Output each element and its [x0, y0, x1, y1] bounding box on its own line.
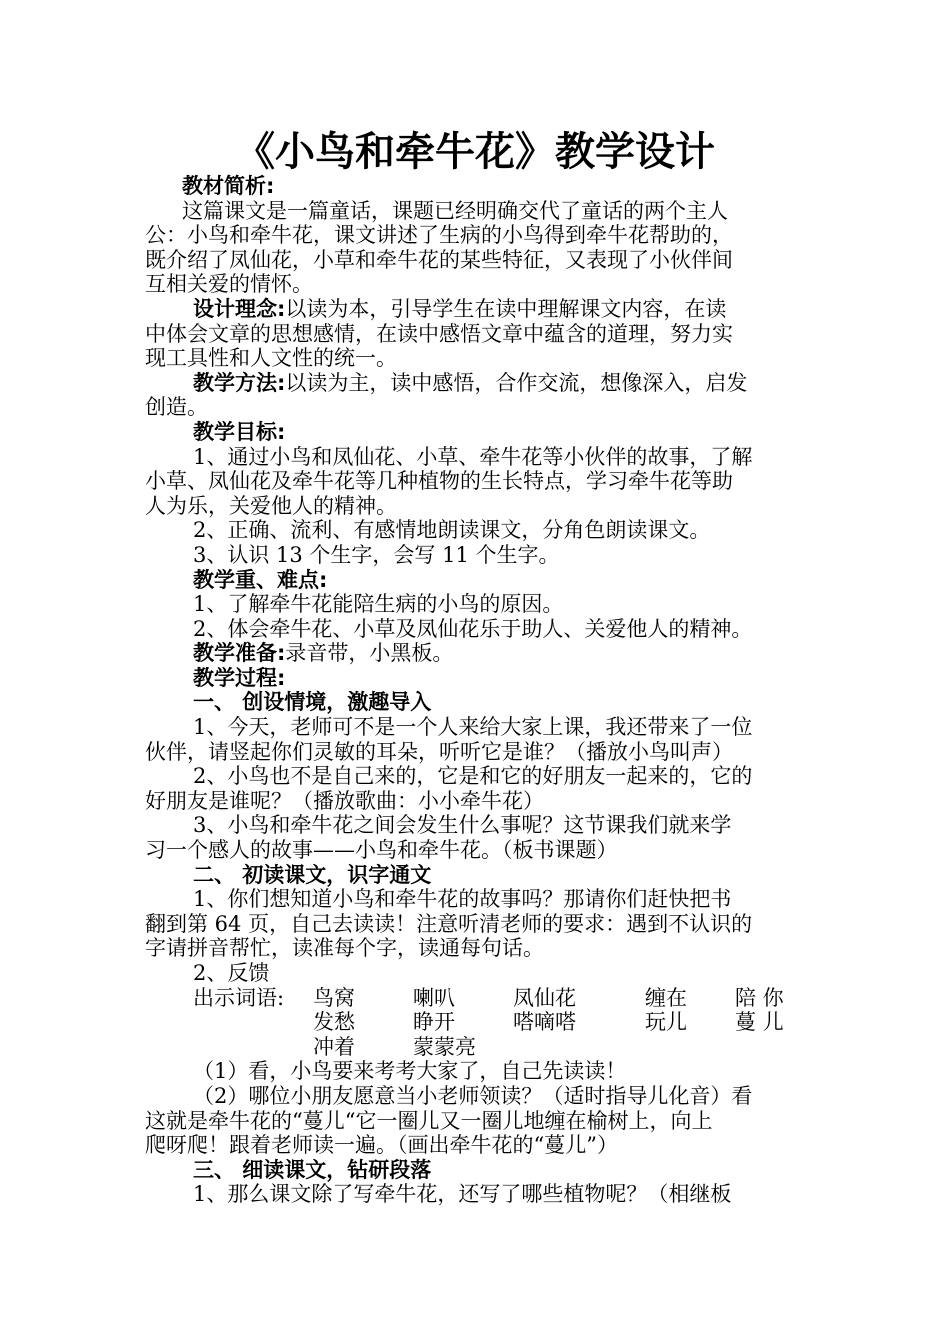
paragraph-line: 互相关爱的情怀。: [145, 272, 313, 297]
heading-key-points: 教学重、难点:: [193, 567, 328, 592]
word-item: 喇叭: [413, 985, 455, 1010]
paragraph-line: 2、反馈: [193, 961, 270, 985]
word-item: 玩儿: [645, 1010, 687, 1035]
document-title: 《小鸟和牵牛花》教学设计: [235, 129, 715, 175]
paragraph-line: 既介绍了凤仙花，小草和牵牛花的某些特征，又表现了小伙伴间: [145, 247, 733, 272]
paragraph-line: 爬呀爬！跟着老师读一遍。（画出牵牛花的“蔓儿”）: [145, 1133, 618, 1158]
paragraph-line: 翻到第 64 页，自己去读读！注意听清老师的要求：遇到不认识的: [145, 911, 753, 936]
section-heading-2: 二、 初读课文，识字通文: [193, 862, 432, 887]
paragraph-line: 3、小鸟和牵牛花之间会发生什么事呢？这节课我们就来学: [193, 813, 732, 838]
goal-item: 3、认识 13 个生字，会写 11 个生字。: [193, 542, 560, 567]
heading-textbook-analysis: 教材简析:: [182, 174, 275, 198]
heading-teaching-goals: 教学目标:: [193, 419, 286, 444]
word-list-label: 出示词语:: [193, 985, 285, 1010]
design-concept-line: 设计理念:以读为本，引导学生在读中理解课文内容，在读: [193, 296, 727, 321]
word-list-row: [145, 1035, 810, 1060]
paragraph-line: 这篇课文是一篇童话，课题已经明确交代了童话的两个主人: [182, 198, 728, 223]
paragraph-line: （1）看，小鸟要来考考大家了，自己先读读！: [193, 1059, 627, 1084]
word-item: 鸟窝: [313, 985, 355, 1010]
paragraph-line: 小草、凤仙花及牵牛花等几种植物的生长特点，学习牵牛花等助: [145, 469, 733, 494]
word-item: 缠在: [645, 985, 687, 1010]
section-heading-3: 三、 细读课文，钻研段落: [193, 1157, 432, 1182]
word-list-row: [145, 1010, 810, 1035]
key-point-item: 1、了解牵牛花能陪生病的小鸟的原因。: [193, 592, 564, 617]
word-item: 嗒嘀嗒: [513, 1010, 576, 1035]
paragraph-line: 公：小鸟和牵牛花，课文讲述了生病的小鸟得到牵牛花帮助的，: [145, 223, 733, 248]
paragraph-line: 1、那么课文除了写牵牛花，还写了哪些植物呢？（相继板: [193, 1182, 732, 1207]
word-item: 睁开: [413, 1010, 455, 1035]
paragraph-line: 这就是牵牛花的“蔓儿“它一圈儿又一圈儿地缠在榆树上，向上: [145, 1108, 713, 1133]
word-item: 发愁: [313, 1010, 355, 1035]
paragraph-line: 人为乐，关爱他人的精神。: [145, 493, 397, 518]
paragraph-line: 中体会文章的思想感情，在读中感悟文章中蕴含的道理，努力实: [145, 321, 733, 346]
goal-item: 1、通过小鸟和凤仙花、小草、牵牛花等小伙伴的故事，了解: [193, 444, 753, 469]
paragraph-line: 1、今天，老师可不是一个人来给大家上课，我还带来了一位: [193, 715, 753, 740]
paragraph-line: 1、你们想知道小鸟和牵牛花的故事吗？那请你们赶快把书: [193, 887, 732, 912]
word-item: 冲着: [313, 1034, 355, 1059]
goal-item: 2、正确、流利、有感情地朗读课文，分角色朗读课文。: [193, 518, 711, 543]
heading-teaching-method: 教学方法:: [193, 370, 286, 395]
paragraph-line: 现工具性和人文性的统一。: [145, 346, 397, 371]
paragraph-line: 习一个感人的故事——小鸟和牵牛花。（板书课题）: [145, 838, 618, 863]
teaching-prep-line: 教学准备:录音带，小黑板。: [193, 641, 454, 666]
word-list-row: [145, 986, 810, 1011]
word-item: 蔓 儿: [735, 1010, 784, 1035]
paragraph-line: 伙伴，请竖起你们灵敏的耳朵，听听它是谁？（播放小鸟叫声）: [145, 739, 733, 764]
section-heading-1: 一、 创设情境，激趣导入: [193, 690, 432, 715]
heading-teaching-prep: 教学准备:: [193, 641, 286, 666]
paragraph-line: 创造。: [145, 395, 208, 420]
word-item: 陪 你: [735, 985, 784, 1010]
paragraph-line: 2、小鸟也不是自己来的，它是和它的好朋友一起来的，它的: [193, 764, 753, 789]
heading-design-concept: 设计理念:: [193, 296, 286, 321]
paragraph-line: （2）哪位小朋友愿意当小老师领读？（适时指导儿化音）看: [193, 1083, 753, 1108]
paragraph-line: 字请拼音帮忙，读准每个字，读通每句话。: [145, 936, 544, 961]
teaching-method-line: 教学方法:以读为主，读中感悟，合作交流，想像深入，启发: [193, 370, 748, 395]
document-body: [145, 174, 810, 1207]
word-item: 蒙蒙亮: [413, 1034, 476, 1059]
word-item: 凤仙花: [513, 985, 576, 1010]
paragraph-line: 好朋友是谁呢？（播放歌曲：小小牵牛花）: [145, 788, 544, 813]
key-point-item: 2、体会牵牛花、小草及凤仙花乐于助人、关爱他人的精神。: [193, 616, 753, 641]
heading-teaching-process: 教学过程:: [193, 665, 286, 690]
